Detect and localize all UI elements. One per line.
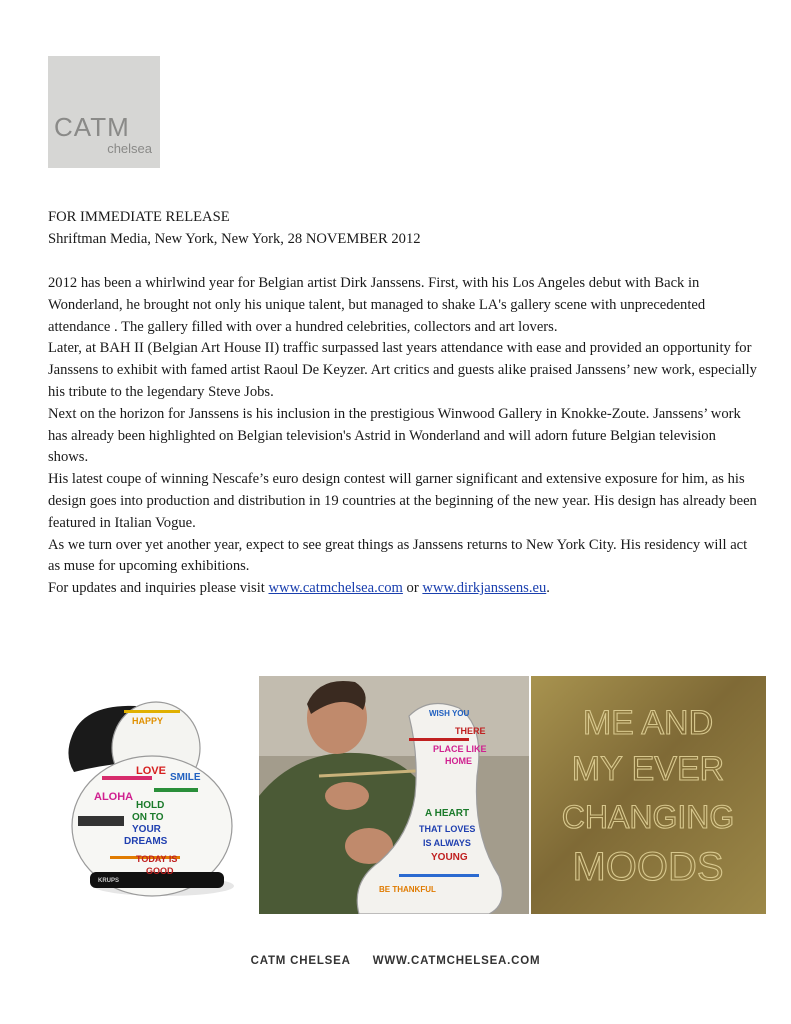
- art-text-a-heart: A HEART: [425, 808, 470, 819]
- art-text-there: THERE: [455, 726, 486, 736]
- art-text-young: YOUNG: [431, 852, 468, 863]
- paragraph-winwood: Next on the horizon for Janssens is his inclusion in the prestigious Winwood Gallery in Knokke-Zoute. Janssens’ work has already been highlighted on Belgian television's Astrid in Wonderland and will adorn future Belgian television shows.: [48, 405, 741, 466]
- art-text-is-always: IS ALWAYS: [423, 838, 471, 848]
- art-text-my-ever: MY EVER: [571, 750, 725, 788]
- release-label: FOR IMMEDIATE RELEASE: [48, 209, 230, 225]
- art-text-wish-you: WISH YOU: [429, 709, 470, 718]
- art-text-today-is: TODAY IS: [136, 854, 178, 864]
- logo-catm-text: CATM: [54, 112, 130, 142]
- art-text-good: GOOD: [146, 866, 174, 876]
- art-text-home: HOME: [445, 756, 472, 766]
- art-text-changing: CHANGING: [561, 799, 735, 835]
- art-text-place-like: PLACE LIKE: [433, 744, 487, 754]
- paragraph-new-york: As we turn over yet another year, expect to see great things as Janssens returns to New York City. His residency will act as muse for upcoming exhibitions.: [48, 536, 748, 575]
- catm-chelsea-logo: [48, 56, 160, 168]
- art-text-that-loves: THAT LOVES: [419, 824, 476, 834]
- catmchelsea-link[interactable]: www.catmchelsea.com: [268, 580, 403, 597]
- photo-strip: [24, 676, 766, 914]
- footer-name: CATM CHELSEA: [250, 955, 351, 967]
- art-text-love: LOVE: [136, 765, 166, 777]
- art-text-aloha: ALOHA: [94, 791, 134, 803]
- gold-panel-photo: [531, 676, 766, 914]
- art-text-me-and: ME AND: [582, 704, 714, 742]
- coffee-machine-photo: [24, 676, 257, 914]
- art-text-hold: HOLD: [136, 800, 165, 811]
- krups-brand: KRUPS: [98, 878, 120, 884]
- art-text-happy: HAPPY: [132, 716, 164, 726]
- paragraph-updates: [48, 578, 758, 600]
- art-text-be-thankful: BE THANKFUL: [379, 885, 436, 894]
- art-text-smile: SMILE: [170, 772, 201, 783]
- coffee-machine-illustration: [24, 676, 257, 914]
- release-header: [48, 206, 421, 250]
- page-footer: [0, 955, 791, 967]
- updates-prefix: For updates and inquiries please visit: [48, 580, 269, 597]
- art-text-dreams: DREAMS: [124, 836, 168, 847]
- updates-mid: or: [402, 580, 423, 597]
- paragraph-bah-ii: Later, at BAH II (Belgian Art House II) traffic surpassed last years attendance with ease and provided an opportunity for Janssens to exhibit with famed artist Raoul De Keyzer. Art critics and guests alike praised Janssens’ new work, especially his tribute to the legendary Steve Jobs.: [48, 340, 757, 400]
- gold-panel-illustration: [531, 676, 766, 914]
- logo-chelsea-text: chelsea: [107, 141, 152, 156]
- footer-url: WWW.CATMCHELSEA.COM: [372, 955, 541, 967]
- art-text-on-to: ON TO: [132, 812, 164, 823]
- artist-painting-illustration: [259, 676, 529, 914]
- artist-painting-photo: [259, 676, 529, 914]
- paragraph-la-debut: 2012 has been a whirlwind year for Belgian artist Dirk Janssens. First, with his Los Angeles debut with Back in Wonderland, he brought not only his unique talent, but managed to shake LA's gallery scene with unprecedented attendance . The gallery filled with over a hundred celebrities, collectors and art lovers.: [48, 275, 706, 335]
- art-text-your: YOUR: [132, 824, 161, 835]
- press-release-body: [48, 273, 758, 600]
- paragraph-nescafe: His latest coupe of winning Nescafe’s euro design contest will garner significant and extensive exposure for him, as his design goes into production and distribution in 19 countries at the beginning of the new year. His design has already been featured in Italian Vogue.: [48, 471, 757, 531]
- dirkjanssens-link[interactable]: www.dirkjanssens.eu: [422, 580, 547, 597]
- updates-suffix: .: [546, 580, 550, 597]
- dateline: Shriftman Media, New York, New York, 28 NOVEMBER 2012: [48, 231, 421, 247]
- art-text-moods: MOODS: [572, 845, 724, 889]
